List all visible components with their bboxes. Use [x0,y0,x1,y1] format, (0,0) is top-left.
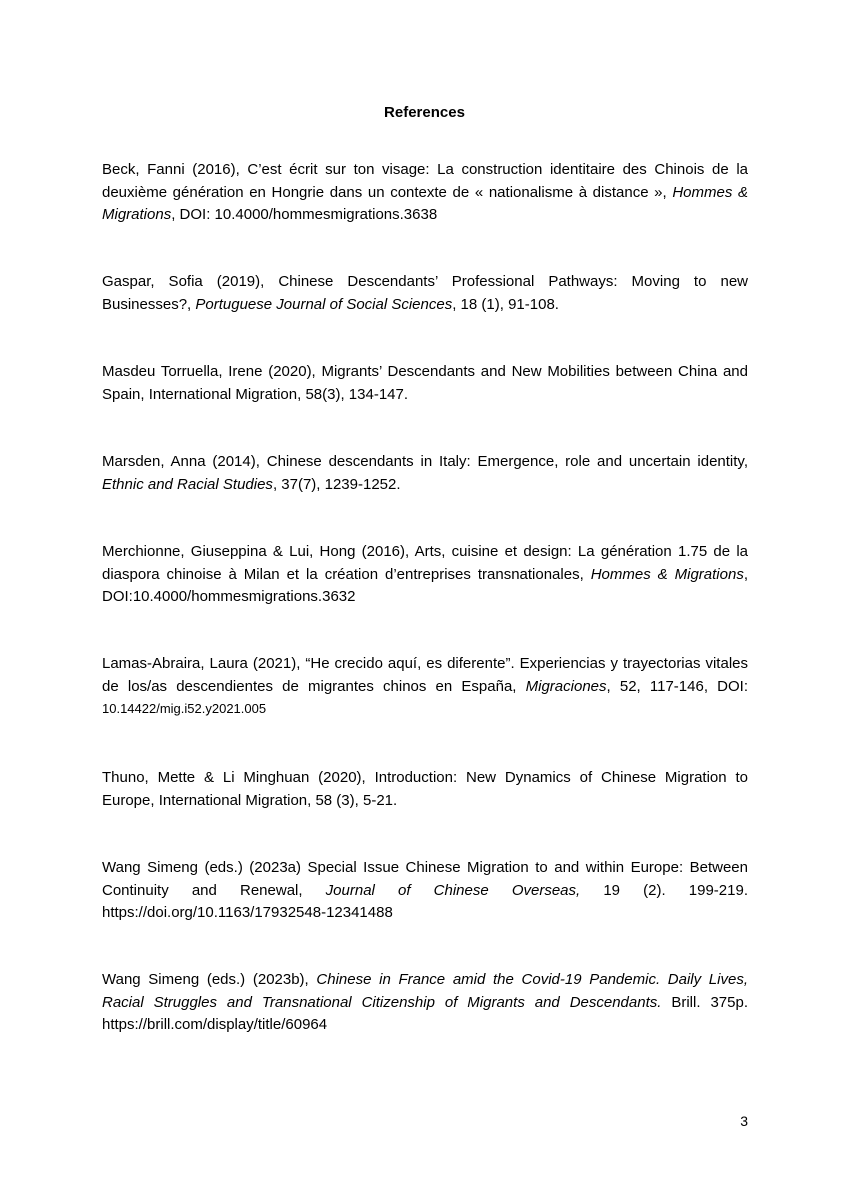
reference-source-title: Portuguese Journal of Social Sciences [195,295,453,313]
reference-entry [102,767,748,812]
reference-source-title: Hommes & Migrations [590,565,744,583]
reference-text: Masdeu Torruella, Irene (2020), Migrants’ Descendants and New Mobilities between China and Spain, International Migration, 58(3), 134-147. [102,363,748,403]
reference-text: , 37(7), 1239-1252. [272,475,401,493]
reference-source-title: Journal of Chinese Overseas, [325,881,581,899]
reference-source-title: Chinese in France amid the Covid-19 Pandemic. Daily Lives, Racial Struggles and Transnational Citizenship of Migrants and Descendants. [102,971,748,1011]
reference-entry [102,159,748,227]
reference-entry [102,857,748,925]
reference-source-title: Hommes & Migrations [102,183,748,223]
reference-text: , 18 (1), 91-108. [452,295,559,313]
reference-text: Wang Simeng (eds.) (2023a) Special Issue Chinese Migration to and within Europe: Between Continuity and Renewal, [102,859,748,899]
reference-entry [102,271,748,316]
reference-text: Merchionne, Giuseppina & Lui, Hong (2016), Arts, cuisine et design: La génération 1.75 de la diaspora chinoise à Milan et la création d’entreprises transnationales, [102,543,748,583]
reference-text: Wang Simeng (eds.) (2023b), [102,971,317,988]
reference-entry [102,653,748,721]
reference-text: , DOI: 10.4000/hommesmigrations.3638 [171,206,438,223]
reference-text: Brill. 375p. https://brill.com/display/title/60964 [102,993,748,1033]
reference-text: , DOI:10.4000/hommesmigrations.3632 [102,565,748,605]
reference-text: Thuno, Mette & Li Minghuan (2020), Introduction: New Dynamics of Chinese Migration to Europe, International Migration, 58 (3), 5-21. [102,769,748,809]
page-number: 3 [740,1113,748,1129]
reference-text: , 52, 117-146, DOI: [606,677,748,695]
reference-text: 10.14422/mig.i52.y2021.005 [102,701,267,716]
reference-entry [102,541,748,609]
reference-entry [102,361,748,406]
reference-text: Marsden, Anna (2014), Chinese descendants in Italy: Emergence, role and uncertain identity, [102,453,748,470]
reference-text: Gaspar, Sofia (2019), Chinese Descendants’ Professional Pathways: Moving to new Businesses?, [102,273,748,313]
reference-source-title: Ethnic and Racial Studies [102,475,273,493]
reference-entry [102,451,748,496]
reference-text: Beck, Fanni (2016), C’est écrit sur ton visage: La construction identitaire des Chinois de la deuxième génération en Hongrie dans un contexte de « nationalisme à distance », [102,161,748,201]
reference-entry [102,969,748,1037]
reference-source-title: Migraciones [525,677,607,695]
page-title: References [384,104,465,121]
reference-text: Lamas-Abraira, Laura (2021), “He crecido aquí, es diferente”. Experiencias y trayectorias vitales de los/as descendientes de migrantes chinos en España, [102,655,748,695]
reference-text: 19 (2). 199-219. https://doi.org/10.1163/17932548-12341488 [102,881,748,921]
